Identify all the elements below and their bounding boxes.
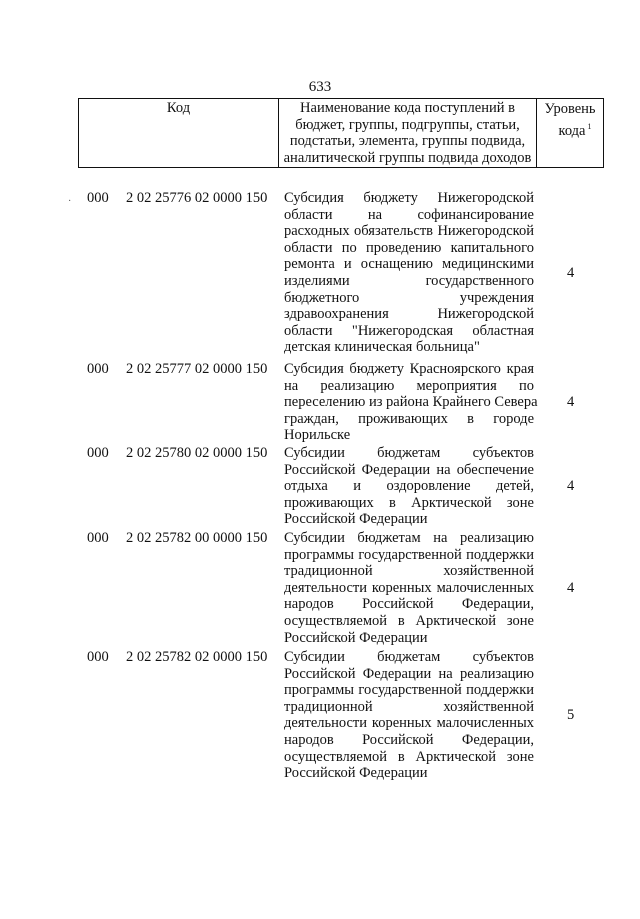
table-row	[0, 530, 640, 646]
header-name-line: Наименование кода поступлений в	[300, 100, 515, 116]
description-line: осуществляемой в Арктической зоне	[284, 748, 534, 765]
admin-code: 000	[87, 445, 109, 461]
description-line: на реализацию мероприятия по	[284, 377, 534, 394]
description-line: Российской Федерации	[284, 765, 428, 782]
description-line: Субсидии бюджетам на реализацию	[284, 530, 534, 546]
revenue-description	[284, 445, 534, 528]
description-line: Субсидия бюджету Красноярского края	[284, 361, 534, 377]
code-level: 4	[567, 580, 575, 596]
description-line: деятельности коренных малочисленных	[284, 715, 534, 732]
description-line: Субсидии бюджетам субъектов	[284, 649, 534, 665]
description-line: переселению из района Крайнего Севера	[284, 394, 538, 411]
footnote-marker: 1	[587, 122, 592, 131]
description-line: Российской Федерации	[284, 629, 428, 646]
description-line: осуществляемой в Арктической зоне	[284, 612, 534, 629]
description-line: области по проведению капитального	[284, 239, 534, 256]
header-name-line: бюджет, группы, подгруппы, статьи,	[295, 116, 520, 133]
revenue-code: 2 02 25782 02 0000 150	[126, 649, 268, 665]
table-row	[0, 190, 640, 356]
admin-code: 000	[87, 190, 109, 206]
description-line: народов Российской Федерации,	[284, 731, 534, 748]
description-line: детская клиническая больница"	[284, 339, 480, 356]
header-name-column	[279, 99, 537, 167]
header-level-line1: Уровень	[544, 101, 596, 117]
header-code-column: Код	[78, 99, 279, 167]
revenue-description	[284, 361, 538, 444]
description-line: программы государственной поддержки	[284, 546, 534, 563]
admin-code: 000	[87, 361, 109, 377]
description-line: области "Нижегородская областная	[284, 322, 534, 339]
description-line: Субсидии бюджетам субъектов	[284, 445, 534, 461]
description-line: Субсидия бюджету Нижегородской	[284, 190, 534, 206]
code-level: 5	[567, 707, 575, 723]
table-row	[0, 445, 640, 528]
code-level: 4	[567, 394, 575, 410]
description-line: изделиями государственного	[284, 272, 534, 289]
description-line: традиционной хозяйственной	[284, 563, 534, 580]
description-line: граждан, проживающих в городе	[284, 410, 534, 427]
table-row	[0, 361, 640, 444]
revenue-code: 2 02 25777 02 0000 150	[126, 361, 268, 377]
description-line: программы государственной поддержки	[284, 682, 534, 699]
header-name-line: аналитической группы подвида доходов	[283, 149, 532, 166]
description-line: Российской Федерации на обеспечение	[284, 461, 534, 478]
revenue-description	[284, 649, 534, 782]
revenue-description	[284, 530, 534, 646]
description-line: бюджетного учреждения	[284, 289, 534, 306]
table-row	[0, 649, 640, 782]
admin-code: 000	[87, 530, 109, 546]
description-line: деятельности коренных малочисленных	[284, 579, 534, 596]
header-name-line: подстатьи, элемента, группы подвида,	[289, 133, 526, 149]
description-line: народов Российской Федерации,	[284, 596, 534, 613]
header-level-column	[537, 99, 604, 167]
revenue-description	[284, 190, 534, 356]
scan-artifact: ·	[68, 196, 72, 207]
description-line: Российской Федерации	[284, 511, 428, 528]
description-line: здравоохранения Нижегородской	[284, 306, 534, 323]
revenue-code: 2 02 25776 02 0000 150	[126, 190, 268, 206]
description-line: проживающих в Арктической зоне	[284, 494, 534, 511]
description-line: отдыха и оздоровление детей,	[284, 478, 534, 495]
description-line: традиционной хозяйственной	[284, 698, 534, 715]
revenue-code: 2 02 25780 02 0000 150	[126, 445, 268, 461]
revenue-code: 2 02 25782 00 0000 150	[126, 530, 268, 546]
description-line: расходных обязательств Нижегородской	[284, 223, 534, 240]
description-line: области на софинансирование	[284, 206, 534, 223]
code-level: 4	[567, 265, 575, 281]
admin-code: 000	[87, 649, 109, 665]
page-number: 633	[308, 79, 332, 95]
description-line: Российской Федерации на реализацию	[284, 665, 534, 682]
code-level: 4	[567, 478, 575, 494]
table-header	[78, 98, 604, 168]
description-line: ремонта и оснащению медицинскими	[284, 256, 534, 273]
description-line: Норильске	[284, 427, 351, 444]
header-level-line2: кода	[558, 123, 586, 139]
